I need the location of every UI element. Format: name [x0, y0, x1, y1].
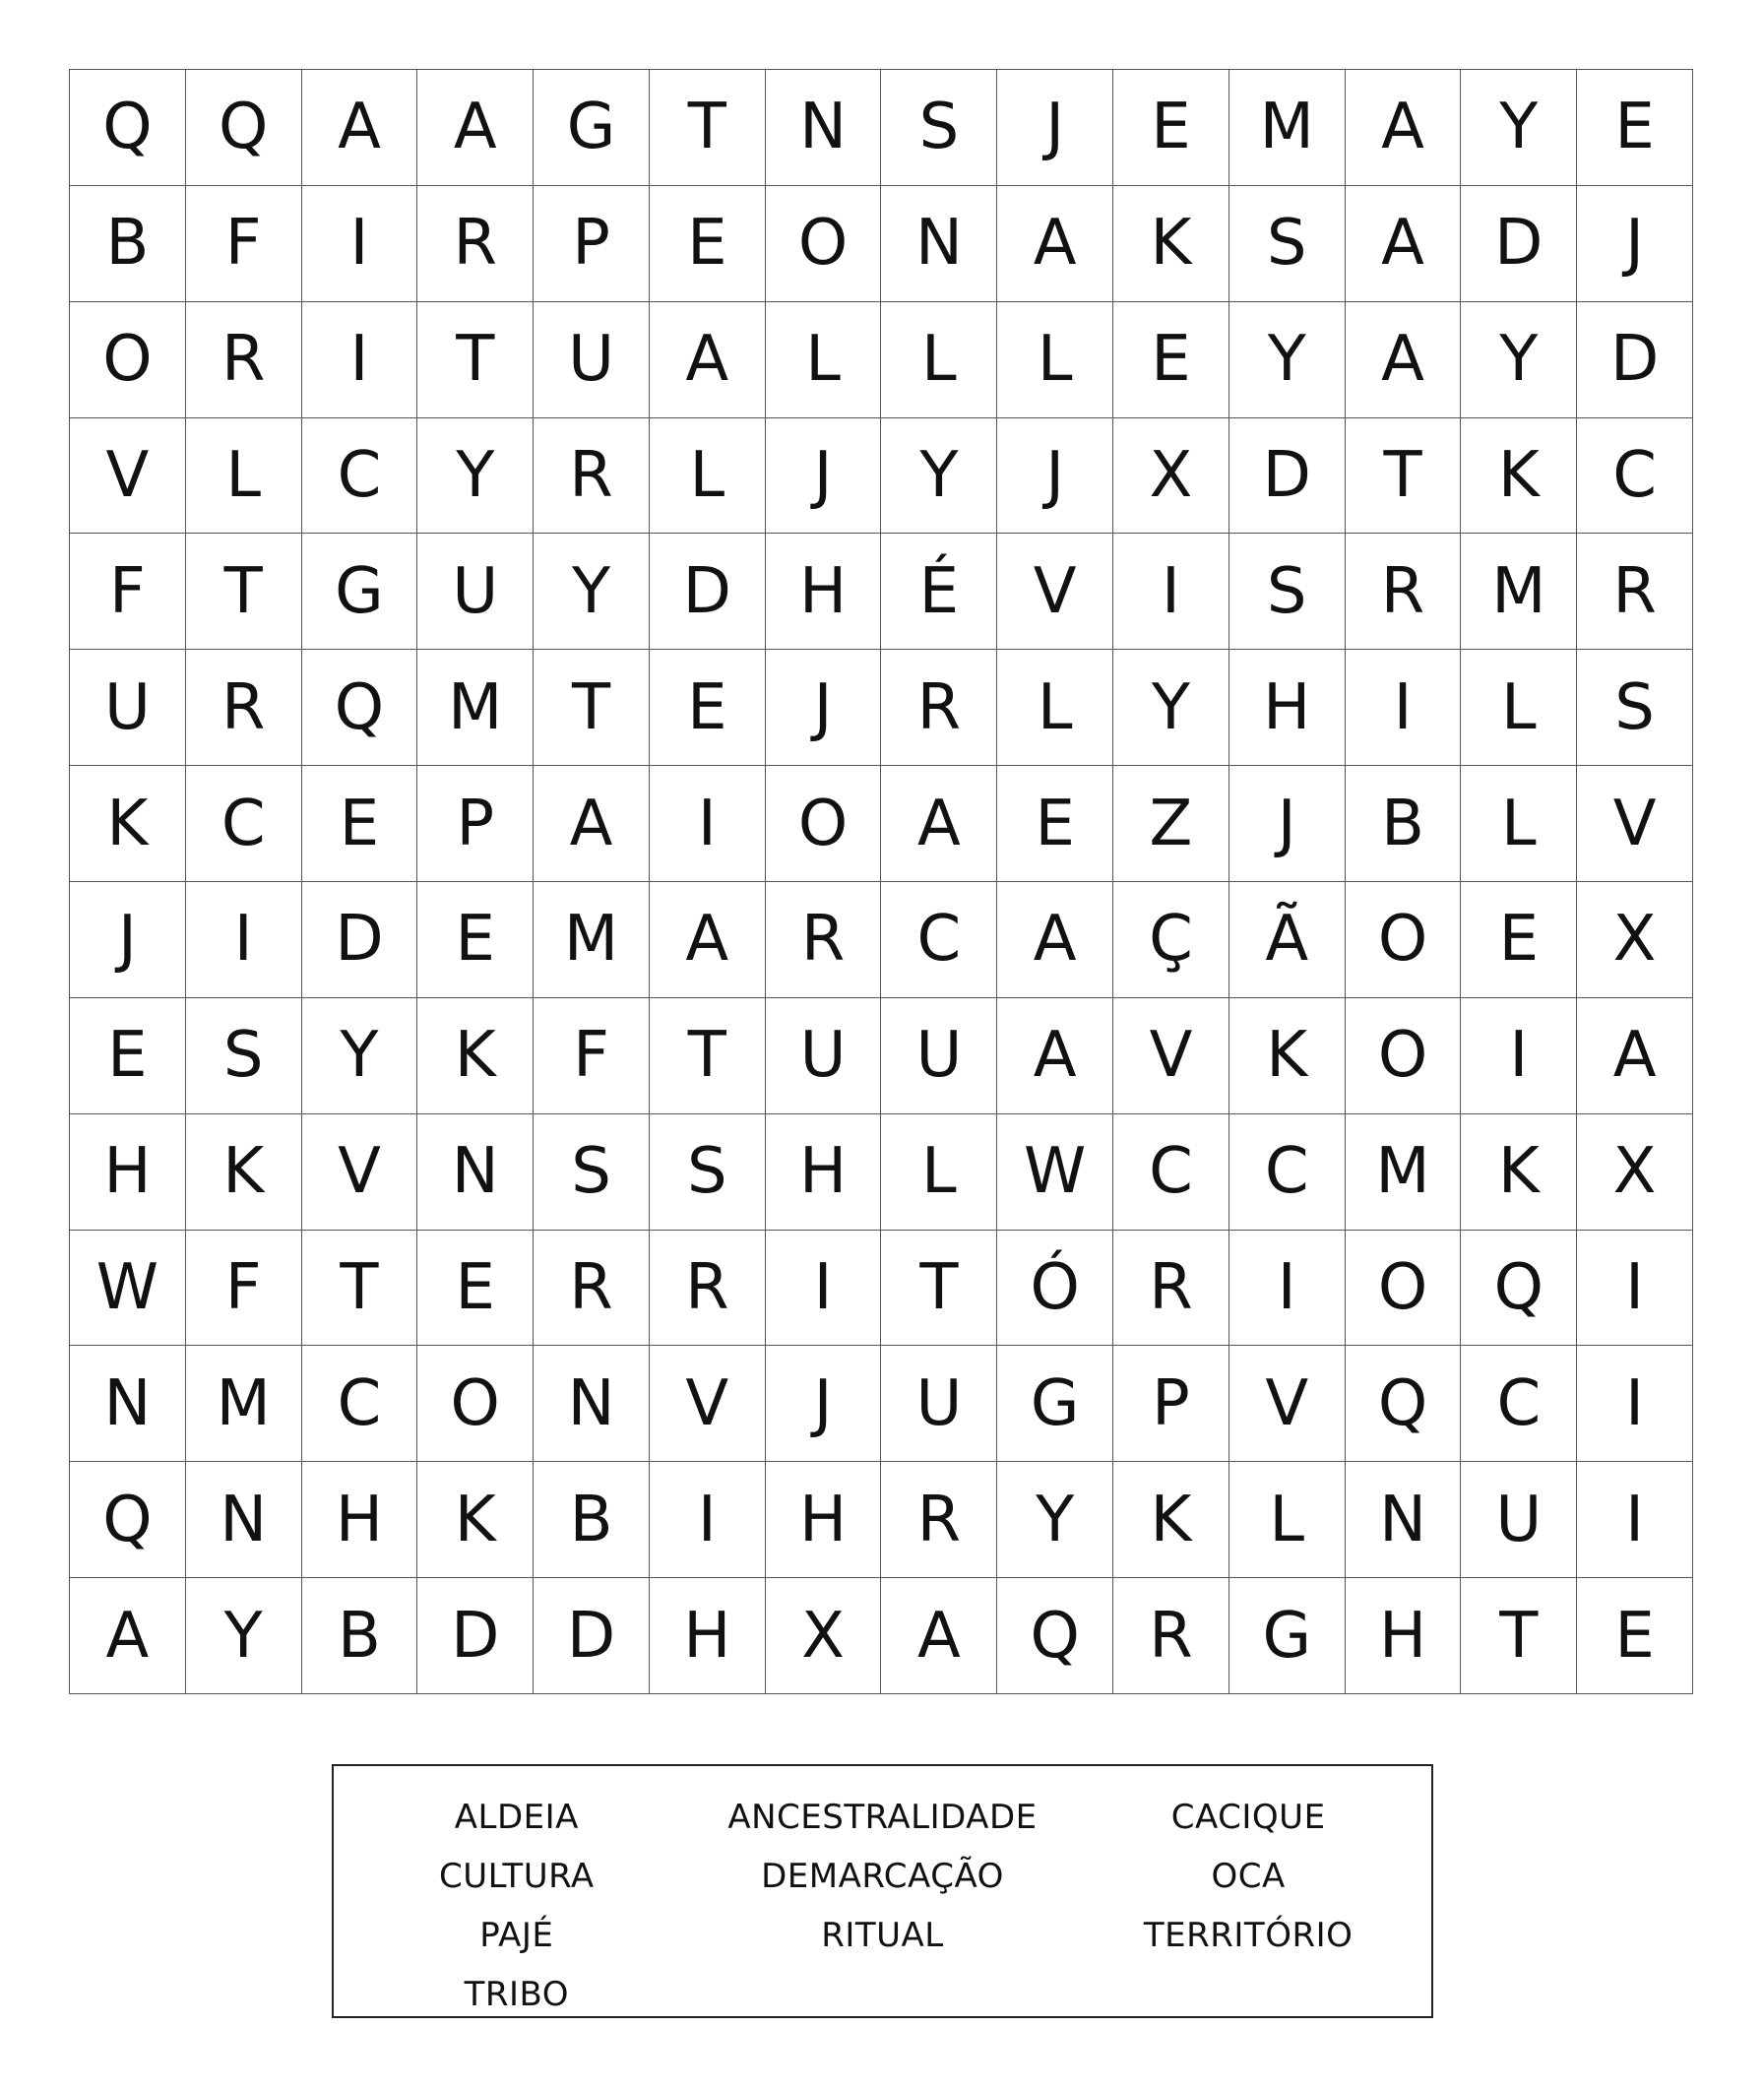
grid-cell[interactable]: E: [1113, 70, 1229, 186]
grid-cell[interactable]: K: [1461, 418, 1577, 535]
grid-cell[interactable]: I: [1229, 1231, 1346, 1347]
grid-cell[interactable]: J: [1577, 186, 1693, 302]
grid-cell[interactable]: K: [417, 998, 534, 1114]
grid-cell[interactable]: A: [881, 766, 997, 882]
grid-cell[interactable]: E: [1113, 302, 1229, 418]
grid-cell[interactable]: M: [417, 650, 534, 766]
grid-cell[interactable]: A: [997, 998, 1113, 1114]
word-bank-item: RITUAL: [821, 1916, 944, 1955]
grid-cell[interactable]: O: [1346, 882, 1462, 998]
grid-cell[interactable]: C: [1577, 418, 1693, 535]
grid-cell[interactable]: V: [1113, 998, 1229, 1114]
grid-cell[interactable]: A: [1577, 998, 1693, 1114]
grid-cell[interactable]: W: [70, 1231, 186, 1347]
grid-cell[interactable]: G: [1229, 1578, 1346, 1694]
word-bank-item: CULTURA: [439, 1857, 595, 1896]
grid-cell[interactable]: S: [186, 998, 302, 1114]
grid-cell[interactable]: D: [534, 1578, 650, 1694]
grid-cell[interactable]: H: [766, 534, 882, 650]
grid-cell[interactable]: E: [1461, 882, 1577, 998]
word-bank-item: OCA: [1211, 1857, 1286, 1896]
grid-cell[interactable]: T: [650, 998, 766, 1114]
grid-cell[interactable]: B: [70, 186, 186, 302]
grid-cell[interactable]: T: [881, 1231, 997, 1347]
grid-cell[interactable]: O: [766, 186, 882, 302]
grid-cell[interactable]: E: [1577, 1578, 1693, 1694]
grid-cell[interactable]: L: [1229, 1462, 1346, 1578]
grid-cell[interactable]: K: [417, 1462, 534, 1578]
grid-cell[interactable]: A: [302, 70, 418, 186]
grid-cell[interactable]: Y: [1113, 650, 1229, 766]
word-bank-item: DEMARCAÇÃO: [761, 1857, 1004, 1896]
grid-cell[interactable]: J: [766, 650, 882, 766]
grid-cell[interactable]: L: [997, 302, 1113, 418]
grid-cell[interactable]: F: [186, 186, 302, 302]
grid-cell[interactable]: A: [70, 1578, 186, 1694]
grid-cell[interactable]: R: [186, 302, 302, 418]
grid-cell[interactable]: D: [302, 882, 418, 998]
grid-cell[interactable]: T: [302, 1231, 418, 1347]
grid-cell[interactable]: R: [186, 650, 302, 766]
grid-cell[interactable]: T: [534, 650, 650, 766]
grid-cell[interactable]: Y: [881, 418, 997, 535]
word-bank-item: TERRITÓRIO: [1143, 1916, 1354, 1955]
grid-cell[interactable]: I: [186, 882, 302, 998]
grid-cell[interactable]: F: [186, 1231, 302, 1347]
grid-cell[interactable]: E: [417, 1231, 534, 1347]
grid-cell[interactable]: C: [1229, 1114, 1346, 1231]
grid-cell[interactable]: A: [997, 186, 1113, 302]
grid-cell[interactable]: B: [534, 1462, 650, 1578]
grid-cell[interactable]: I: [1577, 1231, 1693, 1347]
grid-cell[interactable]: L: [997, 650, 1113, 766]
grid-cell[interactable]: N: [186, 1462, 302, 1578]
grid-cell[interactable]: X: [1577, 1114, 1693, 1231]
grid-cell[interactable]: E: [650, 650, 766, 766]
grid-cell[interactable]: Q: [1346, 1346, 1462, 1462]
word-bank: [332, 1764, 1433, 2018]
grid-cell[interactable]: C: [881, 882, 997, 998]
grid-cell[interactable]: I: [1577, 1462, 1693, 1578]
grid-cell[interactable]: K: [1461, 1114, 1577, 1231]
grid-cell[interactable]: J: [766, 418, 882, 535]
grid-cell[interactable]: V: [997, 534, 1113, 650]
grid-cell[interactable]: S: [1229, 186, 1346, 302]
grid-cell[interactable]: K: [1113, 1462, 1229, 1578]
grid-cell[interactable]: E: [417, 882, 534, 998]
grid-cell[interactable]: A: [1346, 70, 1462, 186]
grid-cell[interactable]: H: [766, 1114, 882, 1231]
grid-cell[interactable]: R: [650, 1231, 766, 1347]
grid-cell[interactable]: N: [1346, 1462, 1462, 1578]
grid-cell[interactable]: M: [186, 1346, 302, 1462]
grid-cell[interactable]: U: [881, 998, 997, 1114]
grid-cell[interactable]: K: [70, 766, 186, 882]
grid-cell[interactable]: O: [417, 1346, 534, 1462]
grid-cell[interactable]: J: [766, 1346, 882, 1462]
grid-cell[interactable]: Q: [302, 650, 418, 766]
grid-cell[interactable]: D: [650, 534, 766, 650]
grid-cell[interactable]: V: [70, 418, 186, 535]
grid-cell[interactable]: J: [70, 882, 186, 998]
grid-cell[interactable]: L: [1461, 766, 1577, 882]
grid-cell[interactable]: E: [70, 998, 186, 1114]
grid-cell[interactable]: K: [1229, 998, 1346, 1114]
grid-cell[interactable]: U: [881, 1346, 997, 1462]
grid-cell[interactable]: I: [302, 186, 418, 302]
grid-cell[interactable]: O: [1346, 1231, 1462, 1347]
grid-cell[interactable]: R: [1346, 534, 1462, 650]
grid-cell[interactable]: Y: [186, 1578, 302, 1694]
word-bank-item: TRIBO: [464, 1975, 570, 2014]
grid-cell[interactable]: V: [302, 1114, 418, 1231]
grid-cell[interactable]: K: [186, 1114, 302, 1231]
grid-cell[interactable]: Z: [1113, 766, 1229, 882]
grid-cell[interactable]: C: [1113, 1114, 1229, 1231]
grid-cell[interactable]: T: [650, 70, 766, 186]
grid-cell[interactable]: Y: [534, 534, 650, 650]
grid-cell[interactable]: É: [881, 534, 997, 650]
grid-cell[interactable]: G: [997, 1346, 1113, 1462]
grid-cell[interactable]: I: [302, 302, 418, 418]
grid-cell[interactable]: U: [766, 998, 882, 1114]
grid-cell[interactable]: J: [997, 418, 1113, 535]
grid-cell[interactable]: D: [1577, 302, 1693, 418]
grid-cell[interactable]: I: [1346, 650, 1462, 766]
grid-cell[interactable]: O: [1346, 998, 1462, 1114]
grid-cell[interactable]: L: [650, 418, 766, 535]
word-bank-item: PAJÉ: [479, 1916, 554, 1955]
grid-cell[interactable]: A: [997, 882, 1113, 998]
grid-cell[interactable]: I: [1461, 998, 1577, 1114]
grid-cell[interactable]: Q: [186, 70, 302, 186]
grid-cell[interactable]: C: [302, 418, 418, 535]
grid-cell[interactable]: I: [1577, 1346, 1693, 1462]
grid-cell[interactable]: A: [534, 766, 650, 882]
grid-cell[interactable]: C: [1461, 1346, 1577, 1462]
grid-cell[interactable]: A: [1346, 186, 1462, 302]
grid-cell[interactable]: L: [881, 1114, 997, 1231]
grid-cell[interactable]: T: [186, 534, 302, 650]
grid-cell[interactable]: L: [881, 302, 997, 418]
grid-cell[interactable]: F: [70, 534, 186, 650]
grid-cell[interactable]: R: [1113, 1578, 1229, 1694]
grid-cell[interactable]: U: [1461, 1462, 1577, 1578]
letter-grid: [69, 69, 1693, 1694]
grid-cell[interactable]: R: [766, 882, 882, 998]
grid-cell[interactable]: R: [881, 650, 997, 766]
grid-cell[interactable]: Q: [70, 1462, 186, 1578]
grid-cell[interactable]: H: [766, 1462, 882, 1578]
word-bank-item: CACIQUE: [1170, 1798, 1326, 1837]
grid-cell[interactable]: H: [1346, 1578, 1462, 1694]
grid-cell[interactable]: E: [302, 766, 418, 882]
grid-cell[interactable]: B: [302, 1578, 418, 1694]
grid-cell[interactable]: E: [650, 186, 766, 302]
grid-cell[interactable]: A: [650, 882, 766, 998]
word-bank-item: ANCESTRALIDADE: [727, 1798, 1038, 1837]
grid-cell[interactable]: F: [534, 998, 650, 1114]
grid-cell[interactable]: T: [1346, 418, 1462, 535]
grid-cell[interactable]: Q: [70, 70, 186, 186]
grid-cell[interactable]: P: [417, 766, 534, 882]
grid-cell[interactable]: Q: [1461, 1231, 1577, 1347]
grid-cell[interactable]: S: [650, 1114, 766, 1231]
grid-cell[interactable]: O: [766, 766, 882, 882]
grid-cell[interactable]: M: [1229, 70, 1346, 186]
grid-cell[interactable]: Y: [417, 418, 534, 535]
grid-cell[interactable]: I: [766, 1231, 882, 1347]
grid-cell[interactable]: N: [534, 1346, 650, 1462]
grid-cell[interactable]: N: [417, 1114, 534, 1231]
grid-cell[interactable]: I: [650, 1462, 766, 1578]
grid-cell[interactable]: Ç: [1113, 882, 1229, 998]
grid-cell[interactable]: R: [881, 1462, 997, 1578]
grid-cell[interactable]: Y: [997, 1462, 1113, 1578]
grid-cell[interactable]: C: [302, 1346, 418, 1462]
word-bank-item: ALDEIA: [454, 1798, 579, 1837]
grid-cell[interactable]: T: [417, 302, 534, 418]
grid-cell[interactable]: N: [881, 186, 997, 302]
grid-cell[interactable]: H: [650, 1578, 766, 1694]
grid-cell[interactable]: R: [534, 1231, 650, 1347]
grid-cell[interactable]: V: [1577, 766, 1693, 882]
grid-cell[interactable]: Ó: [997, 1231, 1113, 1347]
grid-cell[interactable]: V: [650, 1346, 766, 1462]
grid-cell[interactable]: D: [1461, 186, 1577, 302]
grid-cell[interactable]: K: [1113, 186, 1229, 302]
grid-cell[interactable]: Y: [1229, 302, 1346, 418]
grid-cell[interactable]: Y: [1461, 302, 1577, 418]
grid-cell[interactable]: R: [417, 186, 534, 302]
grid-cell[interactable]: N: [766, 70, 882, 186]
grid-cell[interactable]: G: [534, 70, 650, 186]
grid-cell[interactable]: O: [70, 302, 186, 418]
grid-cell[interactable]: S: [1229, 534, 1346, 650]
grid-cell[interactable]: A: [1346, 302, 1462, 418]
grid-cell[interactable]: B: [1346, 766, 1462, 882]
grid-cell[interactable]: H: [302, 1462, 418, 1578]
grid-cell[interactable]: Y: [302, 998, 418, 1114]
grid-cell[interactable]: W: [997, 1114, 1113, 1231]
grid-cell[interactable]: J: [997, 70, 1113, 186]
grid-cell[interactable]: V: [1229, 1346, 1346, 1462]
grid-cell[interactable]: A: [417, 70, 534, 186]
grid-cell[interactable]: L: [766, 302, 882, 418]
grid-cell[interactable]: L: [1461, 650, 1577, 766]
grid-cell[interactable]: H: [1229, 650, 1346, 766]
grid-cell[interactable]: X: [1113, 418, 1229, 535]
grid-cell[interactable]: N: [70, 1346, 186, 1462]
grid-cell[interactable]: C: [186, 766, 302, 882]
grid-cell[interactable]: X: [1577, 882, 1693, 998]
grid-cell[interactable]: E: [997, 766, 1113, 882]
grid-cell[interactable]: U: [417, 534, 534, 650]
grid-cell[interactable]: M: [1461, 534, 1577, 650]
grid-cell[interactable]: R: [1113, 1231, 1229, 1347]
grid-cell[interactable]: E: [1577, 70, 1693, 186]
grid-cell[interactable]: D: [417, 1578, 534, 1694]
grid-cell[interactable]: L: [186, 418, 302, 535]
grid-cell[interactable]: Ã: [1229, 882, 1346, 998]
grid-cell[interactable]: J: [1229, 766, 1346, 882]
grid-cell[interactable]: G: [302, 534, 418, 650]
grid-cell[interactable]: I: [650, 766, 766, 882]
grid-cell[interactable]: S: [881, 70, 997, 186]
grid-cell[interactable]: P: [534, 186, 650, 302]
grid-cell[interactable]: R: [1577, 534, 1693, 650]
grid-cell[interactable]: U: [70, 650, 186, 766]
grid-cell[interactable]: S: [534, 1114, 650, 1231]
grid-cell[interactable]: M: [534, 882, 650, 998]
grid-cell[interactable]: U: [534, 302, 650, 418]
grid-cell[interactable]: T: [1461, 1578, 1577, 1694]
grid-cell[interactable]: P: [1113, 1346, 1229, 1462]
grid-cell[interactable]: S: [1577, 650, 1693, 766]
grid-cell[interactable]: A: [881, 1578, 997, 1694]
grid-cell[interactable]: A: [650, 302, 766, 418]
grid-cell[interactable]: Q: [997, 1578, 1113, 1694]
grid-cell[interactable]: Y: [1461, 70, 1577, 186]
grid-cell[interactable]: R: [534, 418, 650, 535]
grid-cell[interactable]: H: [70, 1114, 186, 1231]
grid-cell[interactable]: D: [1229, 418, 1346, 535]
grid-cell[interactable]: X: [766, 1578, 882, 1694]
grid-cell[interactable]: M: [1346, 1114, 1462, 1231]
grid-cell[interactable]: I: [1113, 534, 1229, 650]
